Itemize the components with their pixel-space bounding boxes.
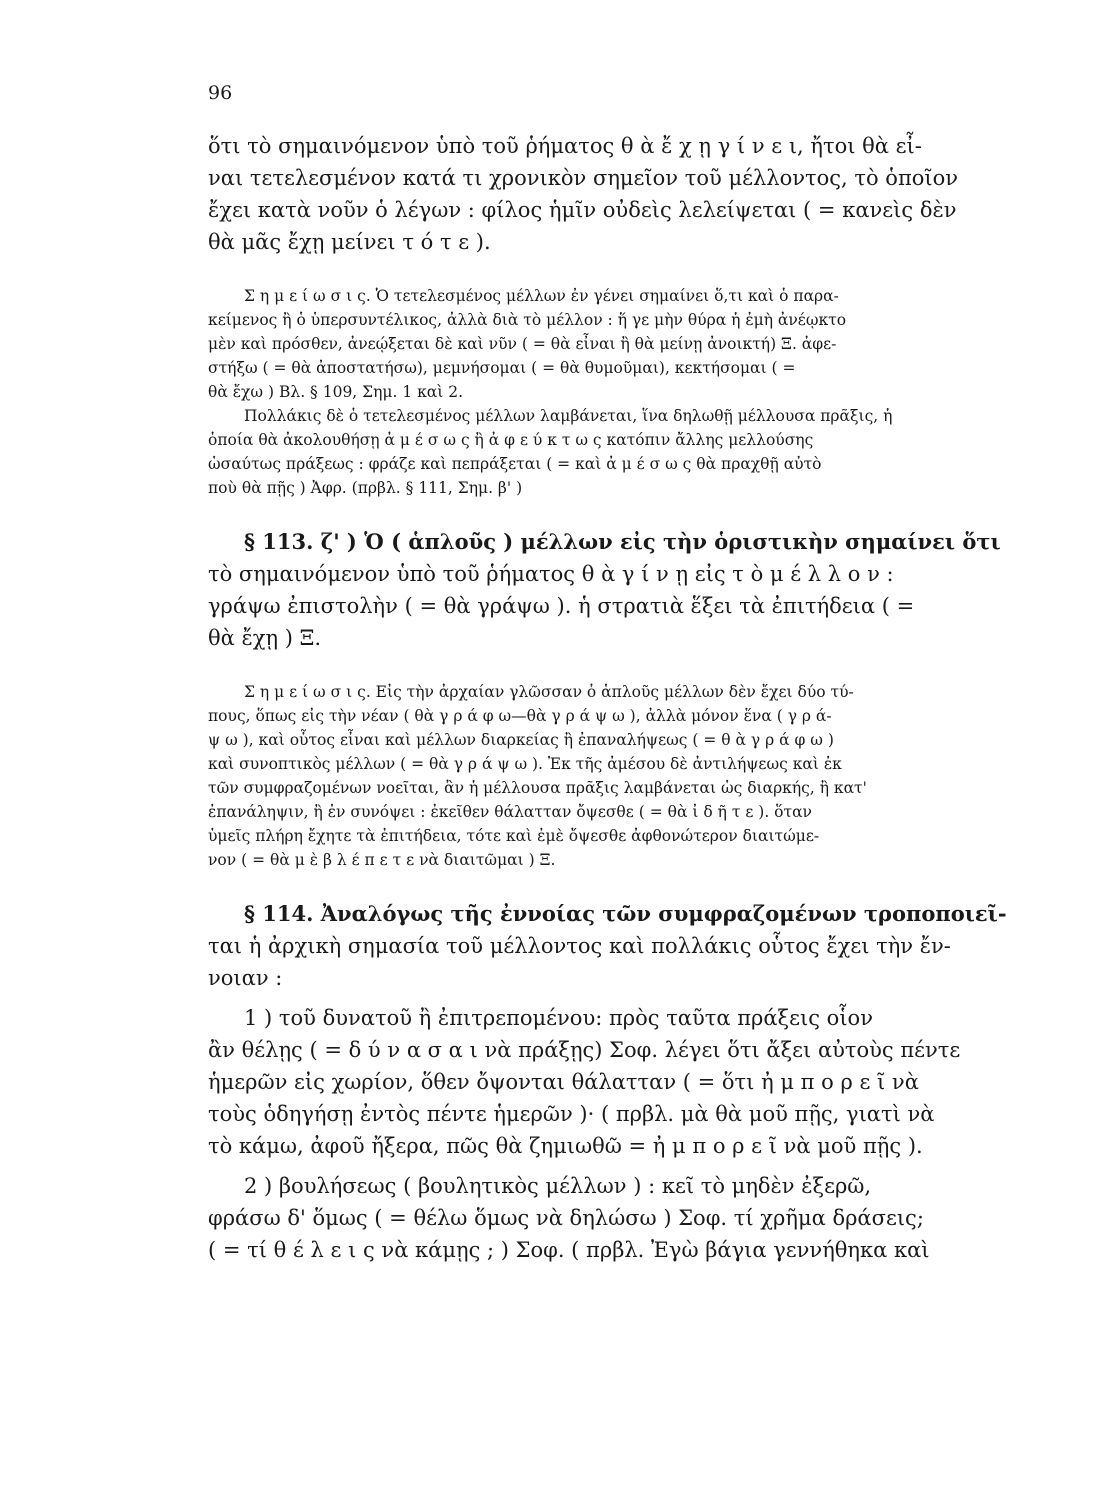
note-line: τῶν συμφραζομένων νοεῖται, ἂν ἡ μέλλουσα πρᾶξις λαμβάνεται ὡς διαρκής, ἢ κατ' [208, 779, 867, 797]
text-line: θὰ ἔχῃ ) Ξ. [208, 626, 322, 650]
note-line: θὰ ἔχω ) Βλ. § 109, Σημ. 1 καὶ 2. [208, 383, 464, 401]
text-line: 2 ) βουλήσεως ( βουλητικὸς μέλλων ) : κεῖ τὸ μηδὲν ἐξερῶ, [244, 1174, 872, 1198]
page-number: 96 [208, 82, 233, 104]
note-line: ὡσαύτως πράξεως : φράζε καὶ πεπράξεται ( = καὶ ἀ μ έ σ ω ς θὰ πραχθῇ αὐτὸ [208, 455, 822, 473]
text-line: ( = τί θ έ λ ε ι ς νὰ κάμῃς ; ) Σοφ. ( πρβλ. Ἐγὼ βάγια γεννήθηκα καὶ [208, 1238, 930, 1262]
note-line: Πολλάκις δὲ ὁ τετελεσμένος μέλλων λαμβάνεται, ἵνα δηλωθῇ μέλλουσα πρᾶξις, ἡ [244, 407, 893, 425]
text-line: ἂν θέλῃς ( = δ ύ ν α σ α ι νὰ πράξῃς) Σοφ. λέγει ὅτι ἄξει αὐτοὺς πέντε [208, 1038, 961, 1062]
list-item-1 [208, 1002, 1040, 1162]
list-item-2 [208, 1170, 1040, 1266]
section-heading-line: § 113. ζ' ) Ὁ ( ἁπλοῦς ) μέλλων εἰς τὴν ὁριστικὴν σημαίνει ὅτι [244, 529, 1001, 554]
note-line: νον ( = θὰ μ ὲ β λ έ π ε τ ε νὰ διαιτῶμαι ) Ξ. [208, 851, 556, 869]
note-line: Σ η μ ε ί ω σ ι ς. Εἰς τὴν ἀρχαίαν γλῶσσαν ὁ ἁπλοῦς μέλλων δὲν ἔχει δύο τύ- [244, 683, 854, 701]
note-line: κείμενος ἢ ὁ ὑπερσυντέλικος, ἀλλὰ διὰ τὸ μέλλον : ἥ γε μὴν θύρα ἡ ἐμὴ ἀνέῳκτο [208, 311, 847, 329]
section-113 [208, 526, 1040, 654]
text-line: τοὺς ὁδηγήσῃ ἐντὸς πέντε ἡμερῶν )· ( πρβλ. μὰ θὰ μοῦ πῇς, γιατὶ νὰ [208, 1102, 935, 1126]
text-line: ναι τετελεσμένον κατά τι χρονικὸν σημεῖον τοῦ μέλλοντος, τὸ ὁποῖον [208, 166, 959, 190]
note-remark-1-cont [208, 404, 1040, 500]
note-line: ὁποία θὰ ἀκολουθήσῃ ἀ μ έ σ ω ς ἢ ἀ φ ε ύ κ τ ω ς κατόπιν ἄλλης μελλούσης [208, 431, 814, 449]
note-line: μὲν καὶ πρόσθεν, ἀνεῴξεται δὲ καὶ νῦν ( = θὰ εἶναι ἢ θὰ μείνῃ ἀνοικτή) Ξ. ἀφε- [208, 335, 837, 353]
note-line: στήξω ( = θὰ ἀποστατήσω), μεμνήσομαι ( = θὰ θυμοῦμαι), κεκτήσομαι ( = [208, 359, 796, 377]
text-line: γράψω ἐπιστολὴν ( = θὰ γράψω ). ἡ στρατιὰ ἕξει τὰ ἐπιτήδεια ( = [208, 594, 915, 618]
note-remark-2 [208, 680, 1040, 872]
text-line: ἡμερῶν εἰς χωρίον, ὅθεν ὄψονται θάλατταν ( = ὅτι ἠ μ π ο ρ ε ῖ νὰ [208, 1070, 919, 1094]
note-remark-1 [208, 284, 1040, 404]
note-line: ποὺ θὰ πῇς ) Ἀφρ. (πρβλ. § 111, Σημ. β' ) [208, 479, 523, 497]
text-line: νοιαν : [208, 966, 283, 990]
text-line: ται ἡ ἀρχικὴ σημασία τοῦ μέλλοντος καὶ πολλάκις οὗτος ἔχει τὴν ἔν- [208, 934, 951, 958]
paragraph-continuation [208, 130, 1040, 258]
note-line: ὑμεῖς πλήρη ἔχητε τὰ ἐπιτήδεια, τότε καὶ ἐμὲ ὄψεσθε ἀφθονώτερον διαιτώμε- [208, 827, 820, 845]
note-line: Σ η μ ε ί ω σ ι ς. Ὁ τετελεσμένος μέλλων ἐν γένει σημαίνει ὅ,τι καὶ ὁ παρα- [244, 287, 839, 305]
text-line: θὰ μᾶς ἔχῃ μείνει τ ό τ ε ). [208, 230, 491, 254]
note-line: καὶ συνοπτικὸς μέλλων ( = θὰ γ ρ ά ψ ω ). Ἐκ τῆς ἀμέσου δὲ ἀντιλήψεως καὶ ἐκ [208, 755, 842, 773]
text-line: φράσω δ' ὅμως ( = θέλω ὅμως νὰ δηλώσω ) Σοφ. τί χρῆμα δράσεις; [208, 1206, 924, 1230]
note-line: ἐπανάληψιν, ἢ ἐν συνόψει : ἐκεῖθεν θάλατταν ὄψεσθε ( = θὰ ἰ δ ῆ τ ε ). ὅταν [208, 803, 812, 821]
note-line: πους, ὅπως εἰς τὴν νέαν ( θὰ γ ρ ά φ ω—θὰ γ ρ ά ψ ω ), ἀλλὰ μόνον ἕνα ( γ ρ ά- [208, 707, 832, 725]
section-114 [208, 898, 1040, 994]
text-line: ἔχει κατὰ νοῦν ὁ λέγων : φίλος ἡμῖν οὐδεὶς λελείψεται ( = κανεὶς δὲν [208, 198, 957, 222]
text-line: τὸ κάμω, ἀφοῦ ἤξερα, πῶς θὰ ζημιωθῶ = ἠ μ π ο ρ ε ῖ νὰ μοῦ πῇς ). [208, 1134, 923, 1158]
section-heading-line: § 114. Ἀναλόγως τῆς ἐννοίας τῶν συμφραζομένων τροποποιεῖ- [244, 901, 1007, 926]
text-line: τὸ σημαινόμενον ὑπὸ τοῦ ῥήματος θ ὰ γ ί ν ῃ εἰς τ ὸ μ έ λ λ ο ν : [208, 562, 894, 586]
text-line: ὅτι τὸ σημαινόμενον ὑπὸ τοῦ ῥήματος θ ὰ ἔ χ ῃ γ ί ν ε ι, ἤτοι θὰ εἶ- [208, 134, 922, 158]
text-line: 1 ) τοῦ δυνατοῦ ἢ ἐπιτρεπομένου: πρὸς ταῦτα πράξεις οἷον [244, 1006, 873, 1030]
note-line: ψ ω ), καὶ οὗτος εἶναι καὶ μέλλων διαρκείας ἢ ἐπαναλήψεως ( = θ ὰ γ ρ ά φ ω ) [208, 731, 834, 749]
page-body [208, 130, 1040, 1266]
